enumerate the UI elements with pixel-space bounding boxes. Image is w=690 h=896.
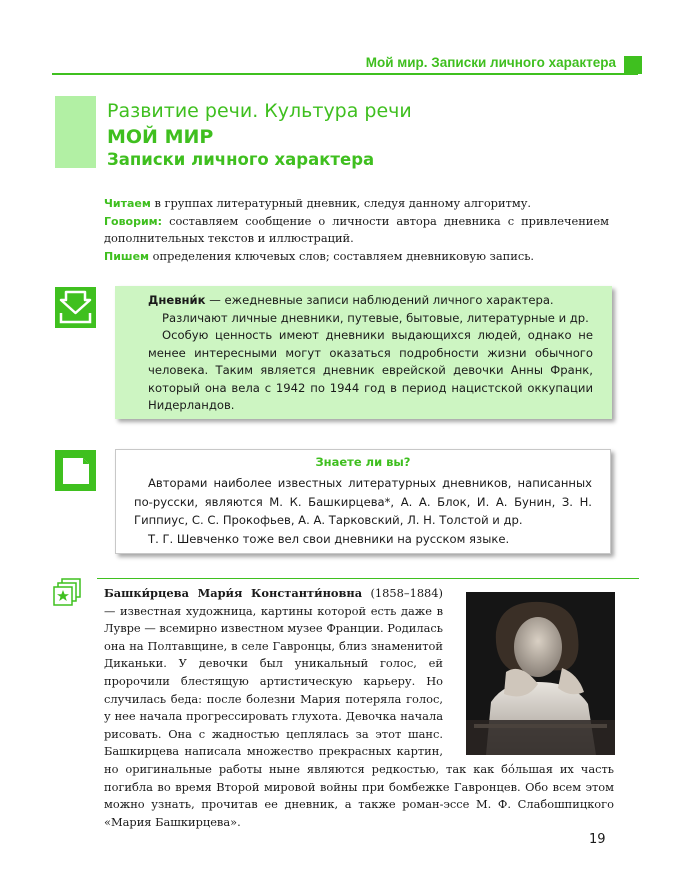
title-marker-box xyxy=(55,96,96,168)
definition-text xyxy=(148,292,593,415)
definition-term-rest: — ежедневные записи наблюдений личного характера. xyxy=(205,293,554,307)
bio-rule xyxy=(97,578,639,579)
running-title: Мой мир. Записки личного характера xyxy=(365,55,616,70)
task-item xyxy=(104,195,609,213)
header-marker xyxy=(624,56,642,74)
task-text: определения ключевых слов; составляем дневниковую запись. xyxy=(149,248,535,263)
stacked-pages-star-icon xyxy=(52,578,82,608)
task-keyword: Читаем xyxy=(104,197,151,210)
portrait-float-spacer xyxy=(461,591,614,758)
task-keyword: Пишем xyxy=(104,249,150,263)
did-you-know-title: Знаете ли вы? xyxy=(315,455,411,469)
bio-text xyxy=(104,585,614,831)
header-rule xyxy=(52,73,638,75)
page-number: 19 xyxy=(589,832,606,847)
definition-paragraph: Особую ценность имеют дневники выдающихся людей, однако не менее интересными могут оказаться подробности жизни обычного человека. Таким является дневник еврейской девочки Анны Франк, который она вела с 1942 по 1944 год в период нацистской оккупации Нидерландов. xyxy=(148,328,593,412)
download-icon xyxy=(55,287,96,328)
did-you-know-text xyxy=(134,474,592,548)
bio-name: Башки́рцева Мари́я Константи́новна xyxy=(104,586,363,600)
note-icon xyxy=(55,450,96,491)
definition-paragraph: Различают личные дневники, путевые, бытовые, литературные и др. xyxy=(162,310,589,325)
section-title: Развитие речи. Культура речи xyxy=(107,100,412,122)
page-title: МОЙ МИР xyxy=(107,126,214,148)
definition-term: Дневни́к xyxy=(148,293,206,307)
task-list xyxy=(104,195,609,265)
task-text: в группах литературный дневник, следуя данному алгоритму. xyxy=(150,196,532,210)
task-text: составляем сообщение о личности автора дневника с привлечением дополнительных текстов и иллюстраций. xyxy=(104,213,609,245)
task-keyword: Говорим: xyxy=(104,214,163,228)
bio-body: (1858–1884) — известная художница, картины которой есть даже в Лувре — всемирно известном музее Франции. Родилась она на Полтавщине, в селе Гавронцы, близ знаменитой Диканьки. У девочки был уникальный голос, ей пророчили блестящую артистическую карьеру. Но случилась беда: после болезни Мария потеряла голос, у нее начала прогрессировать глухота. Девочка начала рисовать. Она с жадностью цеплялась за этот шанс. Башкирцева написала множество прекрасных картин, но оригинальные работы ныне являются редкостью, так как бóльшая их часть погибла во время Второй мировой войны при бомбежке Гавронцев. Обо всем этом можно узнать, прочитав ее дневник, а также роман-эссе М. Ф. Слабошпицкого «Мария Башкирцева». xyxy=(104,586,614,829)
task-item xyxy=(104,213,609,248)
page-subtitle: Записки личного характера xyxy=(107,150,375,169)
task-item xyxy=(104,248,609,266)
did-you-know-paragraph: Авторами наиболее известных литературных дневников, написанных по-русски, являются М. К. Башкирцева*, А. А. Блок, И. А. Бунин, З. Н. Гиппиус, С. С. Прокофьев, А. А. Тарковский, Л. Н. Толстой и др. xyxy=(134,476,592,527)
did-you-know-paragraph: Т. Г. Шевченко тоже вел свои дневники на русском языке. xyxy=(148,531,510,546)
